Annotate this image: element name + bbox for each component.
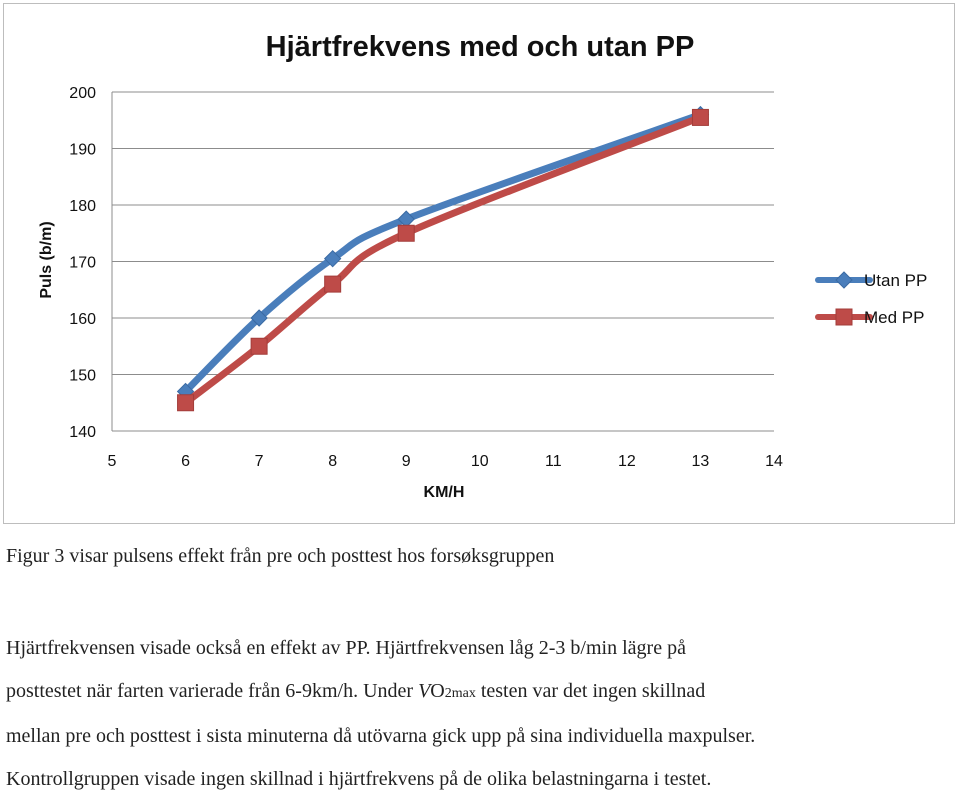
x-tick-label: 11 (545, 453, 562, 470)
x-tick-label: 5 (107, 453, 117, 470)
x-tick-label: 9 (401, 453, 411, 470)
data-point-med-pp (251, 338, 267, 354)
legend-item-med-pp (818, 308, 924, 327)
paragraph-line-2 (6, 670, 951, 715)
y-tick-label: 170 (69, 254, 96, 272)
tick-labels (69, 85, 783, 470)
y-tick-label: 160 (69, 311, 96, 328)
x-tick-label: 6 (181, 453, 191, 470)
legend-marker (836, 309, 852, 325)
x-tick-label: 10 (470, 453, 489, 470)
series-med-pp (178, 109, 709, 410)
vo2-subscript: 2max (444, 686, 476, 701)
legend (818, 271, 927, 327)
data-point-med-pp (692, 109, 708, 125)
body-paragraph (6, 627, 951, 801)
vo2-o: O (430, 680, 445, 702)
legend-label: Utan PP (864, 271, 928, 290)
data-point-med-pp (178, 395, 194, 411)
legend-item-utan-pp (818, 271, 927, 290)
y-tick-label: 200 (69, 85, 96, 102)
x-tick-label: 14 (765, 453, 783, 470)
paragraph-line-3: mellan pre och posttest i sista minuterna då utövarna gick upp på sina individuella maxpulser. (6, 725, 756, 747)
x-tick-label: 7 (254, 453, 264, 470)
line-chart (4, 4, 956, 525)
data-point-med-pp (398, 225, 414, 241)
chart-title: Hjärtfrekvens med och utan PP (265, 31, 695, 63)
paragraph-line-2-end: testen var det ingen skillnad (475, 680, 706, 702)
x-tick-label: 8 (328, 453, 338, 470)
y-tick-label: 190 (69, 141, 96, 159)
y-tick-label: 150 (69, 367, 96, 385)
series-line-med-pp (186, 117, 701, 402)
data-series (178, 107, 709, 411)
y-tick-label: 180 (69, 198, 96, 215)
y-tick-label: 140 (69, 424, 96, 441)
chart-frame (3, 3, 955, 524)
paragraph-line-1: Hjärtfrekvensen visade också en effekt av PP. Hjärtfrekvensen låg 2-3 b/min lägre på (6, 637, 686, 659)
legend-marker (836, 272, 852, 288)
x-axis-label: KM/H (423, 484, 465, 501)
legend-label: Med PP (864, 308, 925, 327)
paragraph-line-2-start: posttestet när farten varierade från 6-9km/h. Under (6, 680, 419, 702)
x-tick-label: 12 (617, 453, 636, 470)
vo2-v: V (418, 680, 431, 702)
paragraph-line-4: Kontrollgruppen visade ingen skillnad i hjärtfrekvens på de olika belastningarna i testet. (6, 768, 712, 790)
figure-caption: Figur 3 visar pulsens effekt från pre och posttest hos forsøksgruppen (6, 545, 555, 567)
data-point-med-pp (325, 276, 341, 292)
series-utan-pp (178, 107, 709, 400)
y-axis-label: Puls (b/m) (38, 221, 55, 299)
x-tick-label: 13 (691, 453, 710, 470)
